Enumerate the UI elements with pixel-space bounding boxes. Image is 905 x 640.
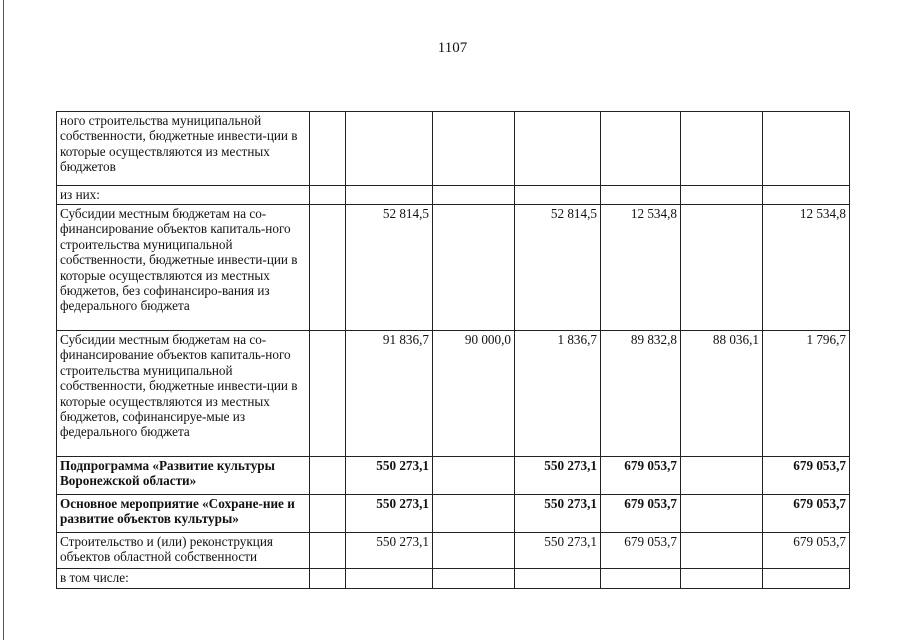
empty-cell <box>310 331 346 457</box>
table-row <box>57 457 850 495</box>
value-cell: 679 053,7 <box>763 457 850 495</box>
value-cell: 550 273,1 <box>346 495 433 533</box>
value-cell: 1 836,7 <box>515 331 601 457</box>
table-row <box>57 495 850 533</box>
row-name: в том числе: <box>57 569 310 589</box>
empty-cell <box>310 569 346 589</box>
value-cell <box>681 495 763 533</box>
empty-cell <box>310 205 346 331</box>
table-row <box>57 569 850 589</box>
value-cell <box>433 457 515 495</box>
value-cell: 52 814,5 <box>346 205 433 331</box>
page-number: 1107 <box>437 40 468 56</box>
value-cell <box>681 457 763 495</box>
value-cell <box>601 186 681 205</box>
value-cell: 550 273,1 <box>515 495 601 533</box>
table-row <box>57 331 850 457</box>
row-name: Основное мероприятие «Сохране-ние и развитие объектов культуры» <box>57 495 310 533</box>
value-cell: 1 796,7 <box>763 331 850 457</box>
value-cell <box>433 533 515 569</box>
value-cell: 89 832,8 <box>601 331 681 457</box>
table-row <box>57 112 850 186</box>
row-name: Строительство и (или) реконструкция объектов областной собственности <box>57 533 310 569</box>
page-margin-line <box>3 0 4 640</box>
value-cell <box>681 186 763 205</box>
empty-cell <box>310 495 346 533</box>
table-row <box>57 186 850 205</box>
empty-cell <box>310 533 346 569</box>
value-cell <box>346 112 433 186</box>
value-cell <box>601 569 681 589</box>
value-cell <box>681 112 763 186</box>
value-cell <box>433 569 515 589</box>
value-cell: 88 036,1 <box>681 331 763 457</box>
value-cell <box>346 186 433 205</box>
value-cell: 12 534,8 <box>763 205 850 331</box>
value-cell <box>433 495 515 533</box>
row-name: из них: <box>57 186 310 205</box>
value-cell <box>346 569 433 589</box>
value-cell: 550 273,1 <box>515 457 601 495</box>
value-cell: 550 273,1 <box>346 457 433 495</box>
value-cell: 679 053,7 <box>601 533 681 569</box>
row-name: Подпрограмма «Развитие культуры Воронежской области» <box>57 457 310 495</box>
table-row <box>57 533 850 569</box>
value-cell <box>681 569 763 589</box>
value-cell <box>681 205 763 331</box>
row-name: ного строительства муниципальной собственности, бюджетные инвести-ции в которые осуществляются из местных бюджетов <box>57 112 310 186</box>
value-cell <box>763 569 850 589</box>
value-cell <box>433 112 515 186</box>
value-cell: 90 000,0 <box>433 331 515 457</box>
value-cell <box>601 112 681 186</box>
value-cell: 550 273,1 <box>515 533 601 569</box>
value-cell: 550 273,1 <box>346 533 433 569</box>
value-cell: 12 534,8 <box>601 205 681 331</box>
empty-cell <box>310 457 346 495</box>
value-cell <box>515 112 601 186</box>
value-cell: 679 053,7 <box>763 495 850 533</box>
value-cell: 679 053,7 <box>601 495 681 533</box>
value-cell: 679 053,7 <box>601 457 681 495</box>
table-row <box>57 205 850 331</box>
value-cell: 91 836,7 <box>346 331 433 457</box>
value-cell <box>433 186 515 205</box>
value-cell <box>433 205 515 331</box>
value-cell <box>763 112 850 186</box>
value-cell <box>515 186 601 205</box>
value-cell <box>763 186 850 205</box>
budget-table <box>56 111 850 589</box>
row-name: Субсидии местным бюджетам на со-финансирование объектов капиталь-ного строительства муниципальной собственности, бюджетные инвести-ции в которые осуществляются из местных бюджетов, софинансируе-мые из федерального бюджета <box>57 331 310 457</box>
value-cell <box>681 533 763 569</box>
value-cell: 52 814,5 <box>515 205 601 331</box>
value-cell <box>515 569 601 589</box>
value-cell: 679 053,7 <box>763 533 850 569</box>
row-name: Субсидии местным бюджетам на со-финансирование объектов капиталь-ного строительства муниципальной собственности, бюджетные инвести-ции в которые осуществляются из местных бюджетов, без софинансиро-вания из федерального бюджета <box>57 205 310 331</box>
empty-cell <box>310 186 346 205</box>
empty-cell <box>310 112 346 186</box>
